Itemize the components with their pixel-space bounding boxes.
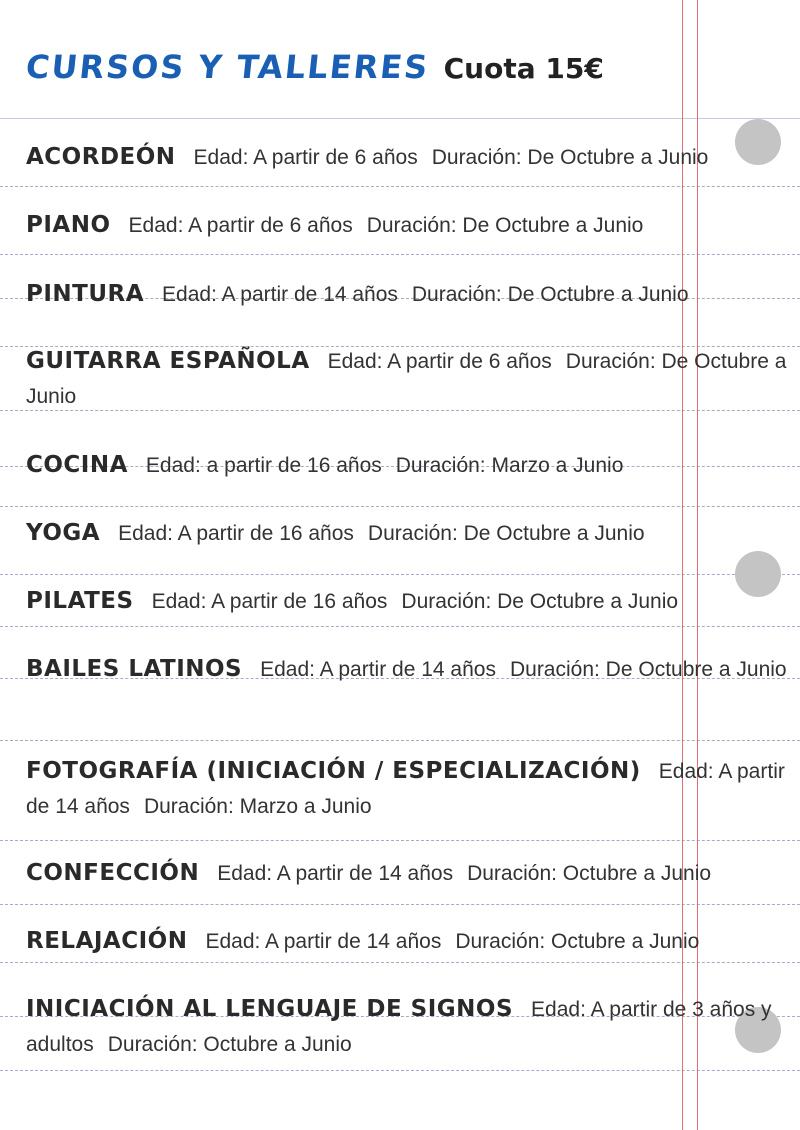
course-item — [26, 516, 790, 551]
course-age: Edad: A partir de 3 años y adultos — [26, 998, 772, 1056]
course-name: PIANO — [26, 212, 111, 238]
rule-line — [0, 904, 800, 905]
course-duration: Duración: De Octubre a Junio — [367, 522, 645, 545]
course-duration: Duración: De Octubre a Junio — [431, 146, 709, 169]
course-duration: Duración: Octubre a Junio — [467, 862, 712, 885]
rule-line — [0, 118, 800, 119]
course-age: Edad: a partir de 16 años — [145, 454, 382, 477]
course-age: Edad: A partir de 14 años — [217, 862, 454, 885]
course-age: Edad: A partir de 16 años — [118, 522, 354, 545]
course-age: Edad: A partir de 16 años — [151, 590, 388, 613]
course-name: PINTURA — [26, 281, 145, 307]
course-duration: Duración: De Octubre a Junio — [411, 283, 689, 306]
fee-label: Cuota 15€ — [443, 52, 604, 85]
page-header — [26, 48, 604, 86]
course-name: BAILES LATINOS — [26, 656, 243, 682]
rule-line — [0, 186, 800, 187]
course-duration: Duración: Marzo a Junio — [395, 454, 624, 477]
course-name: FOTOGRAFÍA (INICIACIÓN / ESPECIALIZACIÓN) — [26, 758, 641, 784]
course-age: Edad: A partir de 14 años — [205, 930, 442, 953]
course-age: Edad: A partir de 14 años — [162, 283, 398, 306]
rule-line — [0, 962, 800, 963]
rule-line — [0, 626, 800, 627]
course-name: COCINA — [26, 452, 128, 478]
course-age: Edad: A partir de 14 años — [260, 658, 496, 681]
course-item — [26, 652, 790, 687]
course-duration: Duración: Octubre a Junio — [107, 1033, 352, 1056]
rule-line — [0, 254, 800, 255]
course-name: ACORDEÓN — [26, 144, 176, 170]
rule-line — [0, 574, 800, 575]
course-age: Edad: A partir de 6 años — [128, 214, 353, 237]
course-item — [26, 992, 790, 1062]
rule-line — [0, 1070, 800, 1071]
course-item — [26, 856, 790, 891]
course-duration: Duración: De Octubre a Junio — [366, 214, 644, 237]
course-name: GUITARRA ESPAÑOLA — [26, 348, 310, 374]
course-age: Edad: A partir de 6 años — [327, 350, 552, 373]
course-name: RELAJACIÓN — [26, 928, 188, 954]
page-title: CURSOS Y TALLERES — [24, 48, 432, 86]
rule-line — [0, 840, 800, 841]
course-duration: Duración: Marzo a Junio — [143, 795, 372, 818]
course-item — [26, 140, 790, 175]
course-item — [26, 208, 790, 243]
course-item — [26, 448, 790, 483]
course-item — [26, 344, 790, 414]
course-name: PILATES — [26, 588, 134, 614]
course-duration: Duración: De Octubre a Junio — [509, 658, 787, 681]
course-duration: Duración: De Octubre a Junio — [26, 350, 787, 408]
course-item — [26, 754, 790, 824]
course-age: Edad: A partir de 6 años — [193, 146, 418, 169]
rule-line — [0, 506, 800, 507]
course-item — [26, 924, 790, 959]
course-name: CONFECCIÓN — [26, 860, 200, 886]
course-item — [26, 584, 790, 619]
course-duration: Duración: De Octubre a Junio — [401, 590, 679, 613]
course-name: YOGA — [26, 520, 101, 546]
course-duration: Duración: Octubre a Junio — [455, 930, 700, 953]
course-name: INICIACIÓN AL LENGUAJE DE SIGNOS — [26, 996, 514, 1022]
rule-line — [0, 740, 800, 741]
course-item — [26, 277, 790, 312]
course-age: Edad: A partir de 14 años — [26, 760, 785, 818]
